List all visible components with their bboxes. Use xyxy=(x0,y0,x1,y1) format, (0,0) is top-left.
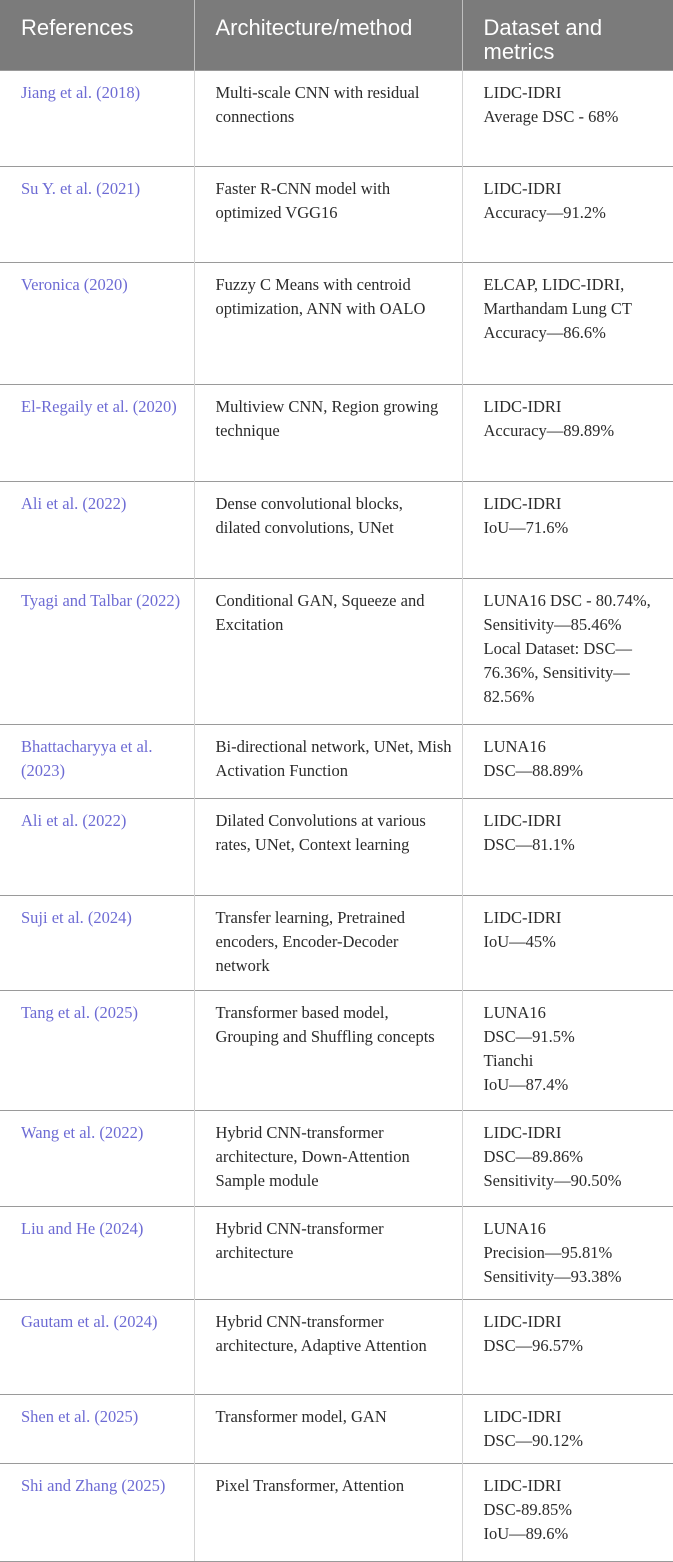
dataset-metric-line: Local Dataset: DSC—76.36%, Sensitivity—82.56% xyxy=(483,639,632,706)
dataset-metric-line: DSC—90.12% xyxy=(483,1431,583,1450)
method-cell: Faster R-CNN model with optimized VGG16 xyxy=(194,167,462,263)
dataset-metric-line: DSC—88.89% xyxy=(483,761,583,780)
table-row xyxy=(0,1395,673,1464)
method-cell: Dilated Convolutions at various rates, UNet, Context learning xyxy=(194,799,462,896)
method-cell: Hybrid CNN-transformer architecture, Down-Attention Sample module xyxy=(194,1111,462,1207)
reference-link[interactable]: Wang et al. (2022) xyxy=(0,1111,194,1207)
dataset-metric-line: Accuracy—89.89% xyxy=(483,421,615,440)
reference-link[interactable]: Suji et al. (2024) xyxy=(0,896,194,991)
dataset-metric-line: LIDC-IDRI xyxy=(483,1123,562,1142)
dataset-metrics-cell xyxy=(462,799,673,896)
dataset-metrics-cell xyxy=(462,1395,673,1464)
dataset-metrics-cell xyxy=(462,1111,673,1207)
method-cell: Multi-scale CNN with residual connections xyxy=(194,71,462,167)
dataset-metric-line: LIDC-IDRI xyxy=(483,908,562,927)
reference-link[interactable]: Shen et al. (2025) xyxy=(0,1395,194,1464)
dataset-metric-line: DSC—81.1% xyxy=(483,835,575,854)
dataset-metric-line: LIDC-IDRI xyxy=(483,1407,562,1426)
dataset-metric-line: IoU—87.4% xyxy=(483,1075,569,1094)
reference-link[interactable]: Tyagi and Talbar (2022) xyxy=(0,579,194,725)
table-row xyxy=(0,579,673,725)
dataset-metric-line: Average DSC - 68% xyxy=(483,107,619,126)
dataset-metric-line: LIDC-IDRI xyxy=(483,1312,562,1331)
reference-link[interactable]: Ali et al. (2022) xyxy=(0,799,194,896)
dataset-metrics-cell xyxy=(462,896,673,991)
method-cell: Conditional GAN, Squeeze and Excitation xyxy=(194,579,462,725)
dataset-metric-line: Sensitivity—90.50% xyxy=(483,1171,622,1190)
dataset-metrics-cell xyxy=(462,1300,673,1395)
method-cell: Transformer model, GAN xyxy=(194,1395,462,1464)
dataset-metric-line: IoU—71.6% xyxy=(483,518,569,537)
method-cell: Pixel Transformer, Attention xyxy=(194,1464,462,1562)
table-row xyxy=(0,725,673,799)
dataset-metrics-cell xyxy=(462,385,673,482)
table-row xyxy=(0,1464,673,1562)
header-architecture-method: Architecture/method xyxy=(194,0,462,71)
method-cell: Fuzzy C Means with centroid optimization, ANN with OALO xyxy=(194,263,462,385)
dataset-metric-line: LUNA16 DSC - 80.74%, Sensitivity—85.46% xyxy=(483,591,651,634)
reference-link[interactable]: Jiang et al. (2018) xyxy=(0,71,194,167)
dataset-metrics-cell xyxy=(462,71,673,167)
dataset-metric-line: IoU—45% xyxy=(483,932,556,951)
dataset-metrics-cell xyxy=(462,579,673,725)
method-cell: Transfer learning, Pretrained encoders, Encoder-Decoder network xyxy=(194,896,462,991)
method-cell: Hybrid CNN-transformer architecture, Adaptive Attention xyxy=(194,1300,462,1395)
dataset-metric-line: DSC—89.86% xyxy=(483,1147,583,1166)
reference-link[interactable]: Veronica (2020) xyxy=(0,263,194,385)
table-row xyxy=(0,1207,673,1300)
dataset-metric-line: LIDC-IDRI xyxy=(483,397,562,416)
reference-link[interactable]: Gautam et al. (2024) xyxy=(0,1300,194,1395)
dataset-metric-line: LIDC-IDRI xyxy=(483,811,562,830)
dataset-metric-line: LIDC-IDRI xyxy=(483,494,562,513)
table-row xyxy=(0,1111,673,1207)
dataset-metric-line: Accuracy—86.6% xyxy=(483,323,606,342)
table-row xyxy=(0,482,673,579)
method-cell: Transformer based model, Grouping and Shuffling concepts xyxy=(194,991,462,1111)
dataset-metric-line: LIDC-IDRI xyxy=(483,179,562,198)
dataset-metric-line: DSC—96.57% xyxy=(483,1336,583,1355)
reference-link[interactable]: Ali et al. (2022) xyxy=(0,482,194,579)
dataset-metrics-cell xyxy=(462,482,673,579)
reference-link[interactable]: Shi and Zhang (2025) xyxy=(0,1464,194,1562)
table-row xyxy=(0,1300,673,1395)
dataset-metric-line: LUNA16 xyxy=(483,1003,546,1022)
table-row xyxy=(0,71,673,167)
method-cell: Multiview CNN, Region growing technique xyxy=(194,385,462,482)
dataset-metric-line: LUNA16 xyxy=(483,1219,546,1238)
table-row xyxy=(0,263,673,385)
reference-link[interactable]: Bhattacharyya et al. (2023) xyxy=(0,725,194,799)
reference-link[interactable]: El-Regaily et al. (2020) xyxy=(0,385,194,482)
dataset-metrics-cell xyxy=(462,991,673,1111)
table-header xyxy=(0,0,673,71)
method-cell: Dense convolutional blocks, dilated convolutions, UNet xyxy=(194,482,462,579)
dataset-metric-line: Accuracy—91.2% xyxy=(483,203,606,222)
table-row xyxy=(0,167,673,263)
dataset-metric-line: ELCAP, LIDC-IDRI, Marthandam Lung CT xyxy=(483,275,632,318)
reference-link[interactable]: Su Y. et al. (2021) xyxy=(0,167,194,263)
dataset-metric-line: LIDC-IDRI xyxy=(483,83,562,102)
dataset-metric-line: Tianchi xyxy=(483,1051,534,1070)
reference-link[interactable]: Liu and He (2024) xyxy=(0,1207,194,1300)
header-row xyxy=(0,0,673,71)
dataset-metric-line: DSC-89.85% xyxy=(483,1500,572,1519)
reference-link[interactable]: Tang et al. (2025) xyxy=(0,991,194,1111)
dataset-metric-line: DSC—91.5% xyxy=(483,1027,575,1046)
dataset-metric-line: IoU—89.6% xyxy=(483,1524,569,1543)
header-dataset-metrics: Dataset and metrics xyxy=(462,0,673,71)
dataset-metrics-cell xyxy=(462,725,673,799)
method-cell: Bi-directional network, UNet, Mish Activation Function xyxy=(194,725,462,799)
table-row xyxy=(0,896,673,991)
dataset-metric-line: Precision—95.81% xyxy=(483,1243,613,1262)
dataset-metric-line: Sensitivity—93.38% xyxy=(483,1267,622,1286)
dataset-metrics-cell xyxy=(462,167,673,263)
table-row xyxy=(0,991,673,1111)
dataset-metrics-cell xyxy=(462,1207,673,1300)
dataset-metric-line: LIDC-IDRI xyxy=(483,1476,562,1495)
table-body xyxy=(0,71,673,1562)
header-references: References xyxy=(0,0,194,71)
dataset-metrics-cell xyxy=(462,263,673,385)
dataset-metrics-cell xyxy=(462,1464,673,1562)
dataset-metric-line: LUNA16 xyxy=(483,737,546,756)
table-row xyxy=(0,385,673,482)
table-row xyxy=(0,799,673,896)
method-cell: Hybrid CNN-transformer architecture xyxy=(194,1207,462,1300)
